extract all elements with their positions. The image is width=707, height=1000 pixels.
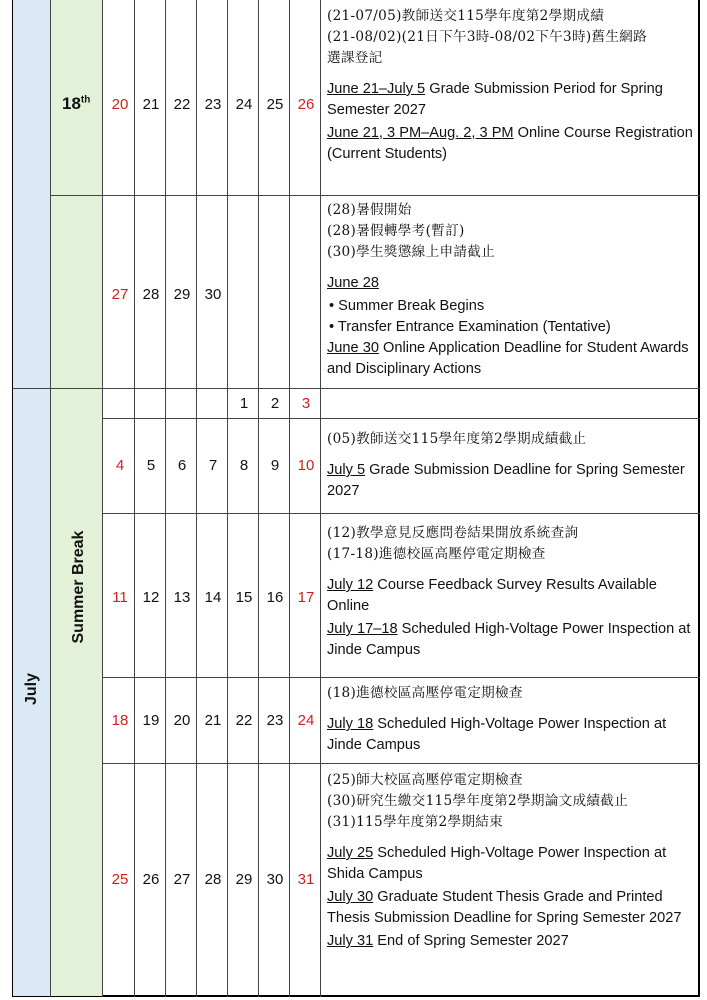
zh-note: (18)進德校區高壓停電定期檢查: [327, 685, 523, 701]
en-note: June 21–July 5 Grade Submission Period for Spring Semester 2027: [327, 81, 663, 118]
divider: [50, 0, 51, 997]
day-cell: 5: [146, 457, 156, 474]
day-cell: 27: [173, 871, 191, 888]
zh-note: 選課登記: [327, 50, 383, 66]
day-cell: 11: [112, 589, 128, 606]
zh-note: (17-18)進德校區高壓停電定期檢查: [327, 546, 546, 562]
day-cell: 10: [297, 457, 315, 474]
day-cell: 29: [173, 286, 191, 303]
day-cell: 17: [297, 589, 315, 606]
divider: [165, 0, 166, 997]
day-cell: 21: [204, 712, 222, 729]
divider: [258, 0, 259, 997]
day-cell: 21: [142, 96, 160, 113]
day-cell: 16: [266, 589, 284, 606]
day-cell: 22: [235, 712, 253, 729]
day-cell: 31: [297, 871, 315, 888]
divider: [102, 513, 700, 514]
day-cell: 13: [173, 589, 191, 606]
zh-note: (05)教師送交115學年度第2學期成績截止: [327, 431, 587, 447]
zh-note: (21-08/02)(21日下午3時-08/02下午3時)舊生網路: [327, 29, 648, 45]
divider: [289, 0, 290, 997]
day-cell: 15: [235, 589, 253, 606]
zh-note: (31)115學年度第2學期結束: [327, 814, 504, 830]
day-cell: 9: [270, 457, 280, 474]
day-cell: 28: [142, 286, 160, 303]
day-cell: 4: [115, 457, 125, 474]
divider: [51, 195, 700, 196]
zh-note: (28)暑假開始: [327, 202, 412, 218]
day-cell: 8: [239, 457, 249, 474]
day-cell: 24: [235, 96, 253, 113]
en-note: June 30 Online Application Deadline for Student Awards and Disciplinary Actions: [327, 340, 689, 377]
day-cell: 22: [173, 96, 191, 113]
en-note: July 31 End of Spring Semester 2027: [327, 933, 569, 949]
summer-break-label: Summer Break: [70, 530, 87, 644]
day-cell: 29: [235, 871, 253, 888]
day-cell: 27: [111, 286, 129, 303]
zh-note: (12)教學意見反應問卷結果開放系統查詢: [327, 525, 579, 541]
zh-note: (25)師大校區高壓停電定期檢查: [327, 772, 523, 788]
divider: [102, 677, 700, 678]
event-notes: [327, 770, 695, 954]
day-cell: 30: [266, 871, 284, 888]
day-cell: 23: [266, 712, 284, 729]
week-18-label: 18th: [62, 94, 91, 113]
day-cell: 1: [239, 395, 249, 412]
divider: [320, 0, 321, 997]
divider: [227, 0, 228, 997]
divider: [102, 418, 700, 419]
zh-note: (28)暑假轉學考(暫訂): [327, 223, 465, 239]
day-cell: 7: [208, 457, 218, 474]
divider: [102, 763, 700, 764]
divider: [196, 0, 197, 997]
en-note: July 18 Scheduled High-Voltage Power Inspection at Jinde Campus: [327, 716, 667, 753]
day-cell: 25: [111, 871, 129, 888]
day-cell: 3: [301, 395, 311, 412]
bullet-item: • Summer Break Begins: [327, 296, 695, 317]
day-cell: 28: [204, 871, 222, 888]
en-note: June 21, 3 PM–Aug. 2, 3 PM Online Course Registration (Current Students): [327, 125, 693, 162]
day-cell: 6: [177, 457, 187, 474]
event-notes: [327, 6, 695, 167]
day-cell: 24: [297, 712, 315, 729]
event-notes: [327, 200, 695, 382]
june-month-band: [13, 0, 50, 388]
divider: [13, 388, 700, 389]
day-cell: 2: [270, 395, 280, 412]
day-cell: 26: [297, 96, 315, 113]
zh-note: (30)研究生繳交115學年度第2學期論文成績截止: [327, 793, 629, 809]
day-cell: 25: [266, 96, 284, 113]
divider: [134, 0, 135, 997]
day-cell: 18: [111, 712, 129, 729]
event-notes: [327, 683, 695, 758]
en-note: July 30 Graduate Student Thesis Grade and Printed Thesis Submission Deadline for Spring Semester 2027: [327, 889, 682, 926]
day-cell: 26: [142, 871, 160, 888]
july-month-label: July: [23, 673, 40, 706]
en-note: July 25 Scheduled High-Voltage Power Inspection at Shida Campus: [327, 845, 667, 882]
event-notes: [327, 523, 695, 663]
day-cell: 19: [142, 712, 160, 729]
en-note: July 5 Grade Submission Deadline for Spring Semester 2027: [327, 462, 685, 499]
zh-note: (21-07/05)教師送交115學年度第2學期成績: [327, 8, 605, 24]
day-cell: 14: [204, 589, 222, 606]
zh-note: (30)學生獎懲線上申請截止: [327, 244, 496, 260]
bullet-item: • Transfer Entrance Examination (Tentative): [327, 317, 695, 338]
event-notes: [327, 429, 695, 504]
day-cell: 20: [111, 96, 129, 113]
day-cell: 12: [142, 589, 160, 606]
day-cell: 30: [204, 286, 222, 303]
en-note: July 17–18 Scheduled High-Voltage Power Inspection at Jinde Campus: [327, 621, 691, 658]
en-note: June 28: [327, 275, 379, 291]
day-cell: 23: [204, 96, 222, 113]
en-note: July 12 Course Feedback Survey Results Available Online: [327, 577, 657, 614]
divider: [102, 0, 103, 997]
day-cell: 20: [173, 712, 191, 729]
